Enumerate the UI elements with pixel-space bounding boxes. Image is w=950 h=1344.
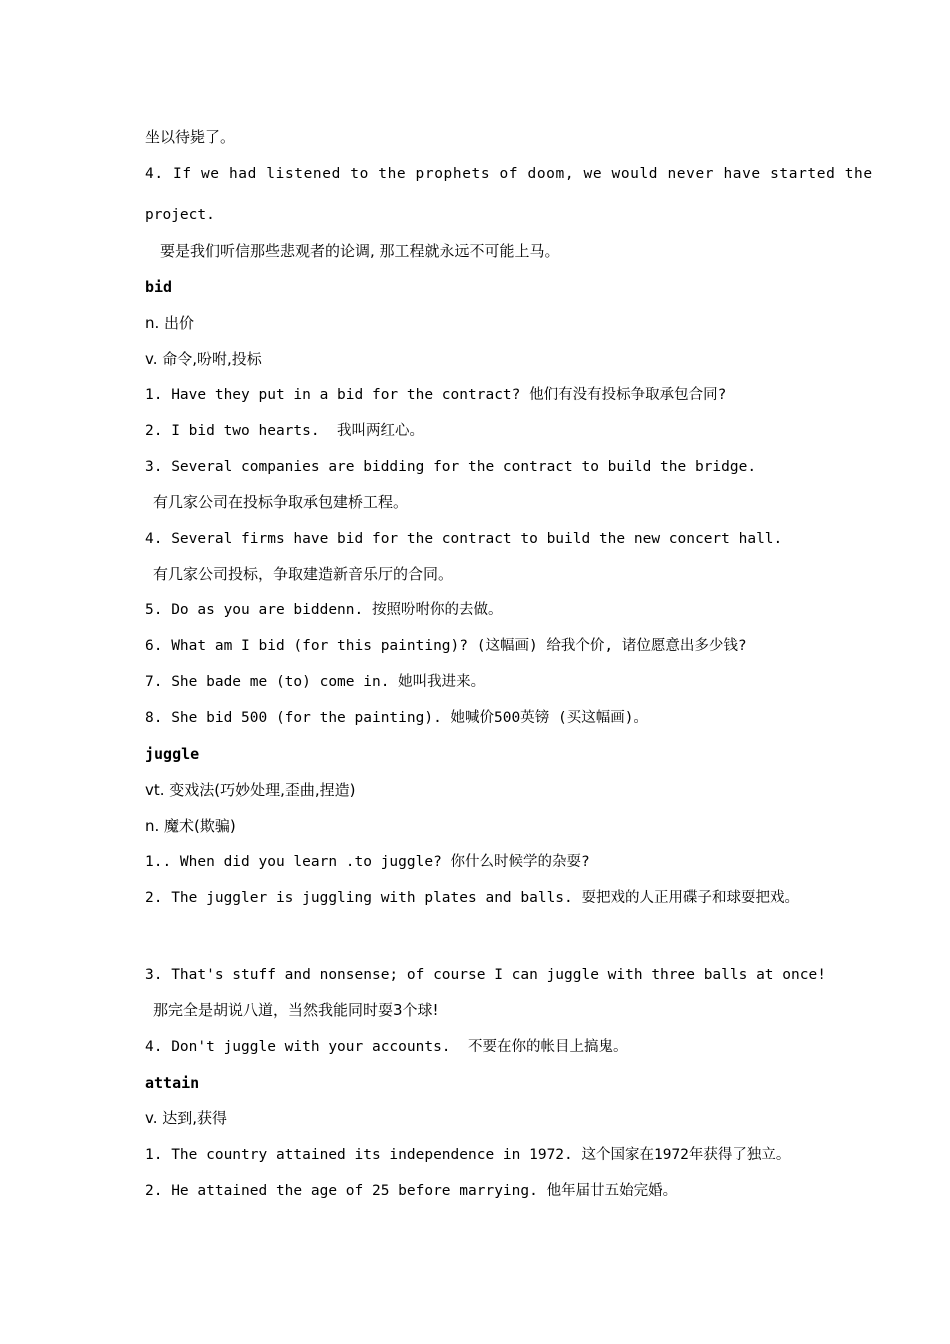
text-line-3: project.	[145, 207, 215, 223]
text-line-9: 2. I bid two hearts. 我叫两红心。	[145, 423, 425, 439]
text-line-20: n. 魔术(欺骗)	[145, 817, 236, 835]
text-line-24: 那完全是胡说八道，当然我能同时耍3个球!	[153, 1001, 439, 1019]
text-line-21: 1.. When did you learn .to juggle? 你什么时候学的杂耍?	[145, 854, 590, 870]
text-line-25: 4. Don't juggle with your accounts. 不要在你的帐目上搞鬼。	[145, 1039, 628, 1055]
text-line-6: n. 出价	[145, 314, 195, 332]
text-line-28: 1. The country attained its independence in 1972. 这个国家在1972年获得了独立。	[145, 1147, 791, 1163]
headword-attain: attain	[145, 1074, 200, 1092]
text-line-4: 要是我们听信那些悲观者的论调, 那工程就永远不可能上马。	[160, 242, 560, 260]
text-line-27: v. 达到,获得	[145, 1109, 228, 1127]
text-line-22: 2. The juggler is juggling with plates and balls. 耍把戏的人正用碟子和球耍把戏。	[145, 890, 799, 906]
text-line-15: 6. What am I bid (for this painting)? (这幅画) 给我个价, 诸位愿意出多少钱?	[145, 638, 747, 654]
text-line-19: vt. 变戏法(巧妙处理,歪曲,捏造)	[145, 781, 356, 799]
headword-bid: bid	[145, 278, 173, 296]
headword-juggle: juggle	[145, 745, 200, 763]
text-line-14: 5. Do as you are biddenn. 按照吩咐你的去做。	[145, 602, 503, 618]
text-line-1: 坐以待毙了。	[145, 128, 236, 146]
text-line-29: 2. He attained the age of 25 before marrying. 他年届廿五始完婚。	[145, 1183, 678, 1199]
text-line-8: 1. Have they put in a bid for the contract? 他们有没有投标争取承包合同?	[145, 387, 727, 403]
text-line-10: 3. Several companies are bidding for the contract to build the bridge.	[145, 459, 757, 475]
text-line-23: 3. That's stuff and nonsense; of course I can juggle with three balls at once!	[145, 967, 826, 983]
text-line-17: 8. She bid 500 (for the painting). 她喊价500英镑 (买这幅画)。	[145, 710, 648, 726]
text-line-7: v. 命令,吩咐,投标	[145, 350, 262, 368]
text-line-2: 4. If we had listened to the prophets of doom, we would never have started the	[145, 166, 873, 182]
text-line-12: 4. Several firms have bid for the contract to build the new concert hall.	[145, 531, 783, 547]
text-line-13: 有几家公司投标，争取建造新音乐厅的合同。	[153, 565, 454, 583]
text-line-11: 有几家公司在投标争取承包建桥工程。	[153, 493, 409, 511]
text-line-16: 7. She bade me (to) come in. 她叫我进来。	[145, 674, 486, 690]
